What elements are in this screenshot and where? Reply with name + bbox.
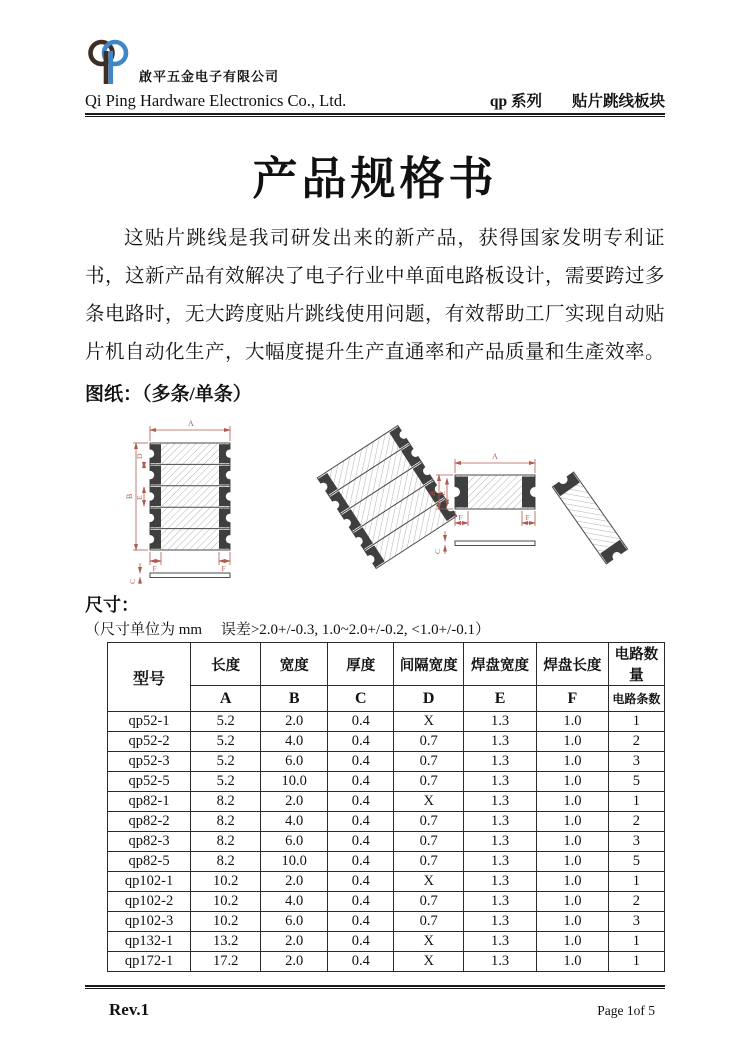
value-cell: 1.3 xyxy=(464,792,537,812)
table-row xyxy=(108,812,665,832)
table-row xyxy=(108,792,665,812)
value-cell: 1.3 xyxy=(464,712,537,732)
table-header-row-2 xyxy=(108,686,665,712)
value-cell: 8.2 xyxy=(191,812,261,832)
multi-strip-top-view xyxy=(125,419,234,584)
value-cell: 8.2 xyxy=(191,852,261,872)
table-row xyxy=(108,892,665,912)
table-row xyxy=(108,872,665,892)
value-cell: 2.0 xyxy=(261,712,328,732)
table-row xyxy=(108,952,665,972)
single-strip-isometric-view xyxy=(550,468,630,567)
value-cell: 0.7 xyxy=(394,832,464,852)
value-cell: 2.0 xyxy=(261,932,328,952)
dim-label-c: C xyxy=(128,578,137,584)
value-cell: 4.0 xyxy=(261,812,328,832)
value-cell: 5 xyxy=(608,772,664,792)
column-subheader-circuit-strips: 电路条数 xyxy=(608,686,664,712)
value-cell: 0.7 xyxy=(394,752,464,772)
value-cell: 1 xyxy=(608,712,664,732)
model-cell: qp102-3 xyxy=(108,912,191,932)
column-subheader-b: B xyxy=(261,686,328,712)
value-cell: 6.0 xyxy=(261,752,328,772)
value-cell: 1.3 xyxy=(464,732,537,752)
company-name-en: Qi Ping Hardware Electronics Co., Ltd. xyxy=(85,91,347,110)
model-cell: qp52-1 xyxy=(108,712,191,732)
value-cell: 1.0 xyxy=(536,792,608,812)
value-cell: 0.4 xyxy=(328,932,394,952)
value-cell: X xyxy=(394,872,464,892)
drawing-heading: 图纸：（多条/单条） xyxy=(85,384,252,405)
model-cell: qp102-1 xyxy=(108,872,191,892)
value-cell: 0.7 xyxy=(394,852,464,872)
value-cell: 0.4 xyxy=(328,812,394,832)
value-cell: 0.4 xyxy=(328,792,394,812)
table-row xyxy=(108,912,665,932)
value-cell: 10.0 xyxy=(261,772,328,792)
table-row xyxy=(108,852,665,872)
column-header-circuit-count: 电路数量 xyxy=(608,643,664,686)
value-cell: 1.0 xyxy=(536,872,608,892)
column-header-model: 型号 xyxy=(108,643,191,712)
value-cell: 0.4 xyxy=(328,952,394,972)
value-cell: X xyxy=(394,712,464,732)
value-cell: 4.0 xyxy=(261,892,328,912)
technical-drawing xyxy=(85,413,665,585)
value-cell: 3 xyxy=(608,752,664,772)
page-header xyxy=(85,34,665,117)
value-cell: 8.2 xyxy=(191,792,261,812)
table-row xyxy=(108,732,665,752)
revision-label: Rev.1 xyxy=(109,1000,150,1019)
value-cell: 13.2 xyxy=(191,932,261,952)
value-cell: 6.0 xyxy=(261,912,328,932)
model-cell: qp52-5 xyxy=(108,772,191,792)
value-cell: 0.4 xyxy=(328,852,394,872)
multi-strip-isometric-view xyxy=(314,423,460,570)
model-cell: qp82-2 xyxy=(108,812,191,832)
page-title: 产品规格书 xyxy=(252,153,498,204)
value-cell: 2 xyxy=(608,732,664,752)
value-cell: 0.4 xyxy=(328,892,394,912)
value-cell: 1 xyxy=(608,932,664,952)
value-cell: 1.3 xyxy=(464,892,537,912)
value-cell: 1.3 xyxy=(464,832,537,852)
dim-label-b: B xyxy=(125,493,134,499)
column-subheader-e: E xyxy=(464,686,537,712)
value-cell: 1.3 xyxy=(464,932,537,952)
page-number: Page 1of 5 xyxy=(597,1003,655,1018)
value-cell: 0.7 xyxy=(394,912,464,932)
model-cell: qp132-1 xyxy=(108,932,191,952)
model-cell: qp82-3 xyxy=(108,832,191,852)
model-cell: qp52-2 xyxy=(108,732,191,752)
value-cell: 5 xyxy=(608,852,664,872)
model-cell: qp52-3 xyxy=(108,752,191,772)
table-row xyxy=(108,752,665,772)
table-row xyxy=(108,712,665,732)
value-cell: 1.0 xyxy=(536,812,608,832)
value-cell: 0.4 xyxy=(328,772,394,792)
dim-label-f: F xyxy=(525,513,530,522)
column-header-pad-length: 焊盘长度 xyxy=(536,643,608,686)
header-series-group xyxy=(490,89,665,111)
company-logo-icon xyxy=(85,35,132,88)
dim-label-f: F xyxy=(221,564,226,573)
value-cell: 10.2 xyxy=(191,872,261,892)
column-header-thickness: 厚度 xyxy=(328,643,394,686)
value-cell: 1 xyxy=(608,952,664,972)
column-subheader-d: D xyxy=(394,686,464,712)
value-cell: 0.4 xyxy=(328,732,394,752)
value-cell: 2 xyxy=(608,812,664,832)
spec-table-body xyxy=(108,712,665,972)
footer-divider xyxy=(85,985,665,989)
size-heading: 尺寸： xyxy=(85,595,139,615)
model-cell: qp82-1 xyxy=(108,792,191,812)
size-tolerance-note: （尺寸单位为 mm 误差>2.0+/-0.3, 1.0~2.0+/-0.2, <1.0+/-0.1） xyxy=(85,622,490,638)
value-cell: 0.4 xyxy=(328,912,394,932)
value-cell: 1.3 xyxy=(464,812,537,832)
value-cell: X xyxy=(394,952,464,972)
value-cell: 17.2 xyxy=(191,952,261,972)
product-line-label: 贴片跳线板块 xyxy=(571,93,665,110)
header-divider xyxy=(85,113,665,117)
value-cell: 8.2 xyxy=(191,832,261,852)
value-cell: 1 xyxy=(608,792,664,812)
value-cell: 10.0 xyxy=(261,852,328,872)
value-cell: 1.3 xyxy=(464,912,537,932)
dim-label-e: E xyxy=(135,495,144,500)
value-cell: 1.0 xyxy=(536,952,608,972)
value-cell: 1.3 xyxy=(464,872,537,892)
value-cell: 1.3 xyxy=(464,772,537,792)
column-header-width: 宽度 xyxy=(261,643,328,686)
value-cell: 6.0 xyxy=(261,832,328,852)
value-cell: 5.2 xyxy=(191,732,261,752)
value-cell: X xyxy=(394,792,464,812)
spec-table xyxy=(107,642,665,972)
model-cell: qp82-5 xyxy=(108,852,191,872)
series-label: qp 系列 xyxy=(489,93,542,110)
column-subheader-f: F xyxy=(536,686,608,712)
value-cell: 0.4 xyxy=(328,832,394,852)
value-cell: 10.2 xyxy=(191,892,261,912)
value-cell: X xyxy=(394,932,464,952)
company-name-cn: 啟平五金电子有限公司 xyxy=(139,69,280,84)
value-cell: 3 xyxy=(608,912,664,932)
value-cell: 0.7 xyxy=(394,772,464,792)
model-cell: qp102-2 xyxy=(108,892,191,912)
value-cell: 1.0 xyxy=(536,892,608,912)
column-header-gap-width: 间隔宽度 xyxy=(394,643,464,686)
value-cell: 2.0 xyxy=(261,952,328,972)
column-subheader-c: C xyxy=(328,686,394,712)
model-cell: qp172-1 xyxy=(108,952,191,972)
value-cell: 4.0 xyxy=(261,732,328,752)
value-cell: 1.0 xyxy=(536,712,608,732)
value-cell: 0.4 xyxy=(328,872,394,892)
table-header-row-1 xyxy=(108,643,665,686)
value-cell: 5.2 xyxy=(191,712,261,732)
table-row xyxy=(108,772,665,792)
dim-label-c: C xyxy=(433,548,442,554)
table-row xyxy=(108,932,665,952)
dim-label-b: B xyxy=(428,490,437,496)
dim-label-d: D xyxy=(135,453,144,459)
value-cell: 1.3 xyxy=(464,752,537,772)
value-cell: 2.0 xyxy=(261,792,328,812)
column-subheader-a: A xyxy=(191,686,261,712)
dim-label-f: F xyxy=(458,513,463,522)
value-cell: 5.2 xyxy=(191,752,261,772)
dim-label-e: E xyxy=(438,490,447,496)
value-cell: 0.4 xyxy=(328,752,394,772)
value-cell: 2.0 xyxy=(261,872,328,892)
dim-label-a: A xyxy=(188,419,194,428)
value-cell: 1.0 xyxy=(536,852,608,872)
value-cell: 0.7 xyxy=(394,812,464,832)
value-cell: 1.0 xyxy=(536,932,608,952)
value-cell: 1.0 xyxy=(536,772,608,792)
value-cell: 1.0 xyxy=(536,912,608,932)
value-cell: 0.4 xyxy=(328,712,394,732)
value-cell: 1.3 xyxy=(464,852,537,872)
value-cell: 5.2 xyxy=(191,772,261,792)
value-cell: 3 xyxy=(608,832,664,852)
value-cell: 0.7 xyxy=(394,892,464,912)
intro-paragraph: 这贴片跳线是我司研发出来的新产品，获得国家发明专利证书，这新产品有效解决了电子行业中单面电路板设计，需要跨过多条电路时，无大跨度贴片跳线使用问题，有效帮助工厂实现自动贴片机自动化生产，大幅度提升生产直通率和产品质量和生產效率。 xyxy=(85,228,666,363)
value-cell: 1 xyxy=(608,872,664,892)
value-cell: 1.0 xyxy=(536,732,608,752)
table-row xyxy=(108,832,665,852)
column-header-pad-width: 焊盘宽度 xyxy=(464,643,537,686)
value-cell: 2 xyxy=(608,892,664,912)
value-cell: 10.2 xyxy=(191,912,261,932)
column-header-length: 长度 xyxy=(191,643,261,686)
dim-label-f: F xyxy=(152,564,157,573)
value-cell: 0.7 xyxy=(394,732,464,752)
value-cell: 1.0 xyxy=(536,752,608,772)
page-footer xyxy=(85,1000,665,1020)
value-cell: 1.3 xyxy=(464,952,537,972)
value-cell: 1.0 xyxy=(536,832,608,852)
dim-label-a: A xyxy=(492,452,498,461)
